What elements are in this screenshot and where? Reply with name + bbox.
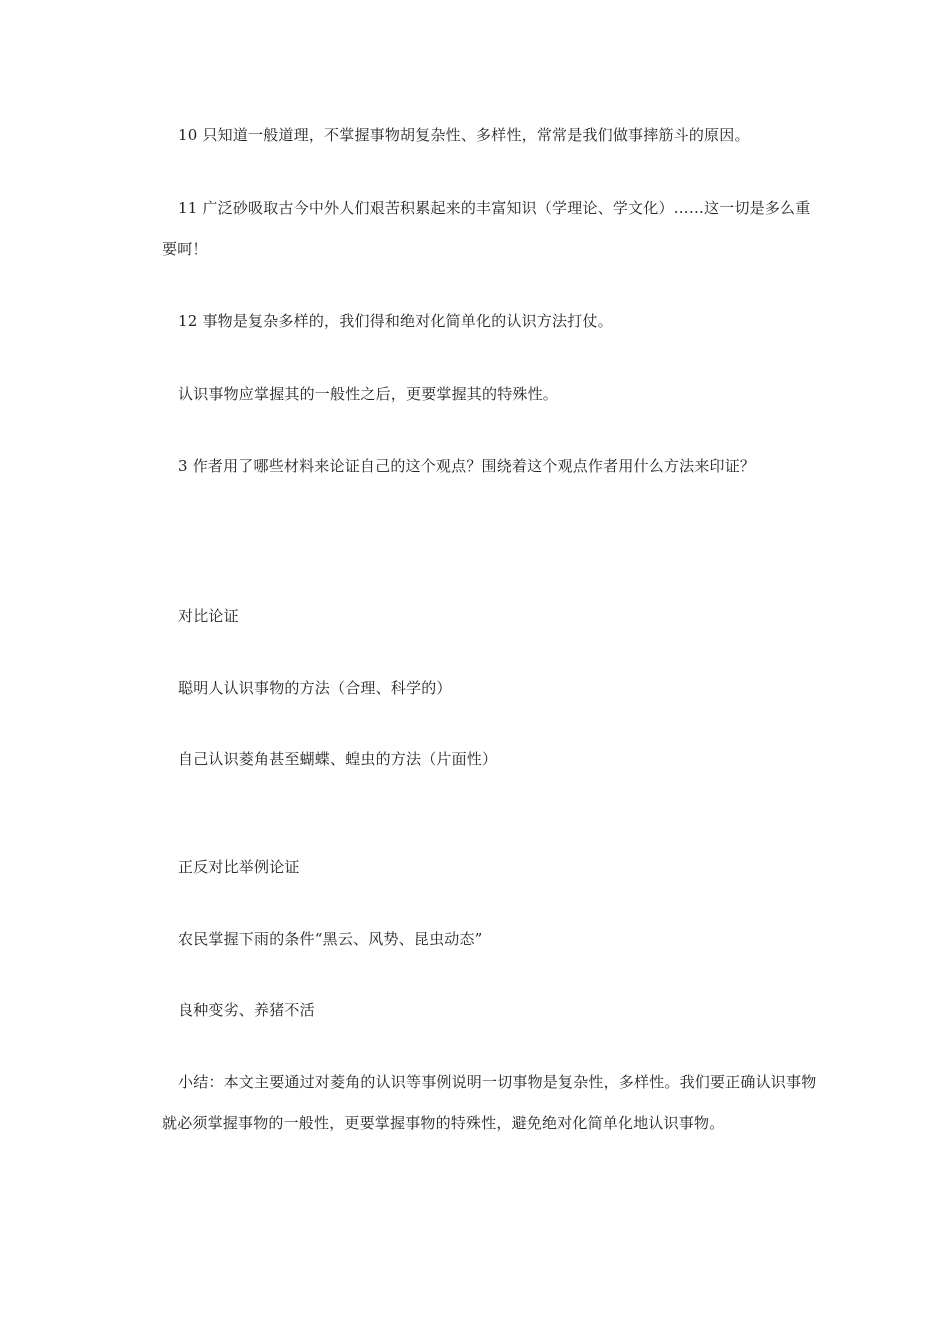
contrast-item-self: 自己认识菱角甚至蝴蝶、蝗虫的方法（片面性） [178,750,498,768]
method-heading-2: 正反对比举例论证 [178,858,300,876]
paragraph-item-10: 10 只知道一般道理，不掌握事物胡复杂性、多样性，常常是我们做事摔筋斗的原因。 [178,126,750,144]
conclusion-paragraph: 小结：本文主要通过对菱角的认识等事例说明一切事物是复杂性，多样性。我们要正确认识事物就必须掌握事物的一般性，更要掌握事物的特殊性，避免绝对化简单化地认识事物。 [162,1073,817,1132]
example-farmers: 农民掌握下雨的条件“黑云、风势、昆虫动态” [178,930,483,948]
method-heading: 对比论证 [178,607,239,625]
question-3: 3 作者用了哪些材料来论证自己的这个观点？围绕着这个观点作者用什么方法来印证？ [178,457,756,475]
paragraph-summary-line: 认识事物应掌握其的一般性之后，更要掌握其的特殊性。 [178,385,559,403]
paragraph-item-11: 11 广泛砂吸取古今中外人们艰苦积累起来的丰富知识（学理论、学文化）……这一切是多么重要呵！ [162,199,811,258]
contrast-item-wise: 聪明人认识事物的方法（合理、科学的） [178,679,452,697]
example-failures: 良种变劣、养猪不活 [178,1001,315,1019]
paragraph-item-12: 12 事物是复杂多样的，我们得和绝对化简单化的认识方法打仗。 [178,312,613,330]
